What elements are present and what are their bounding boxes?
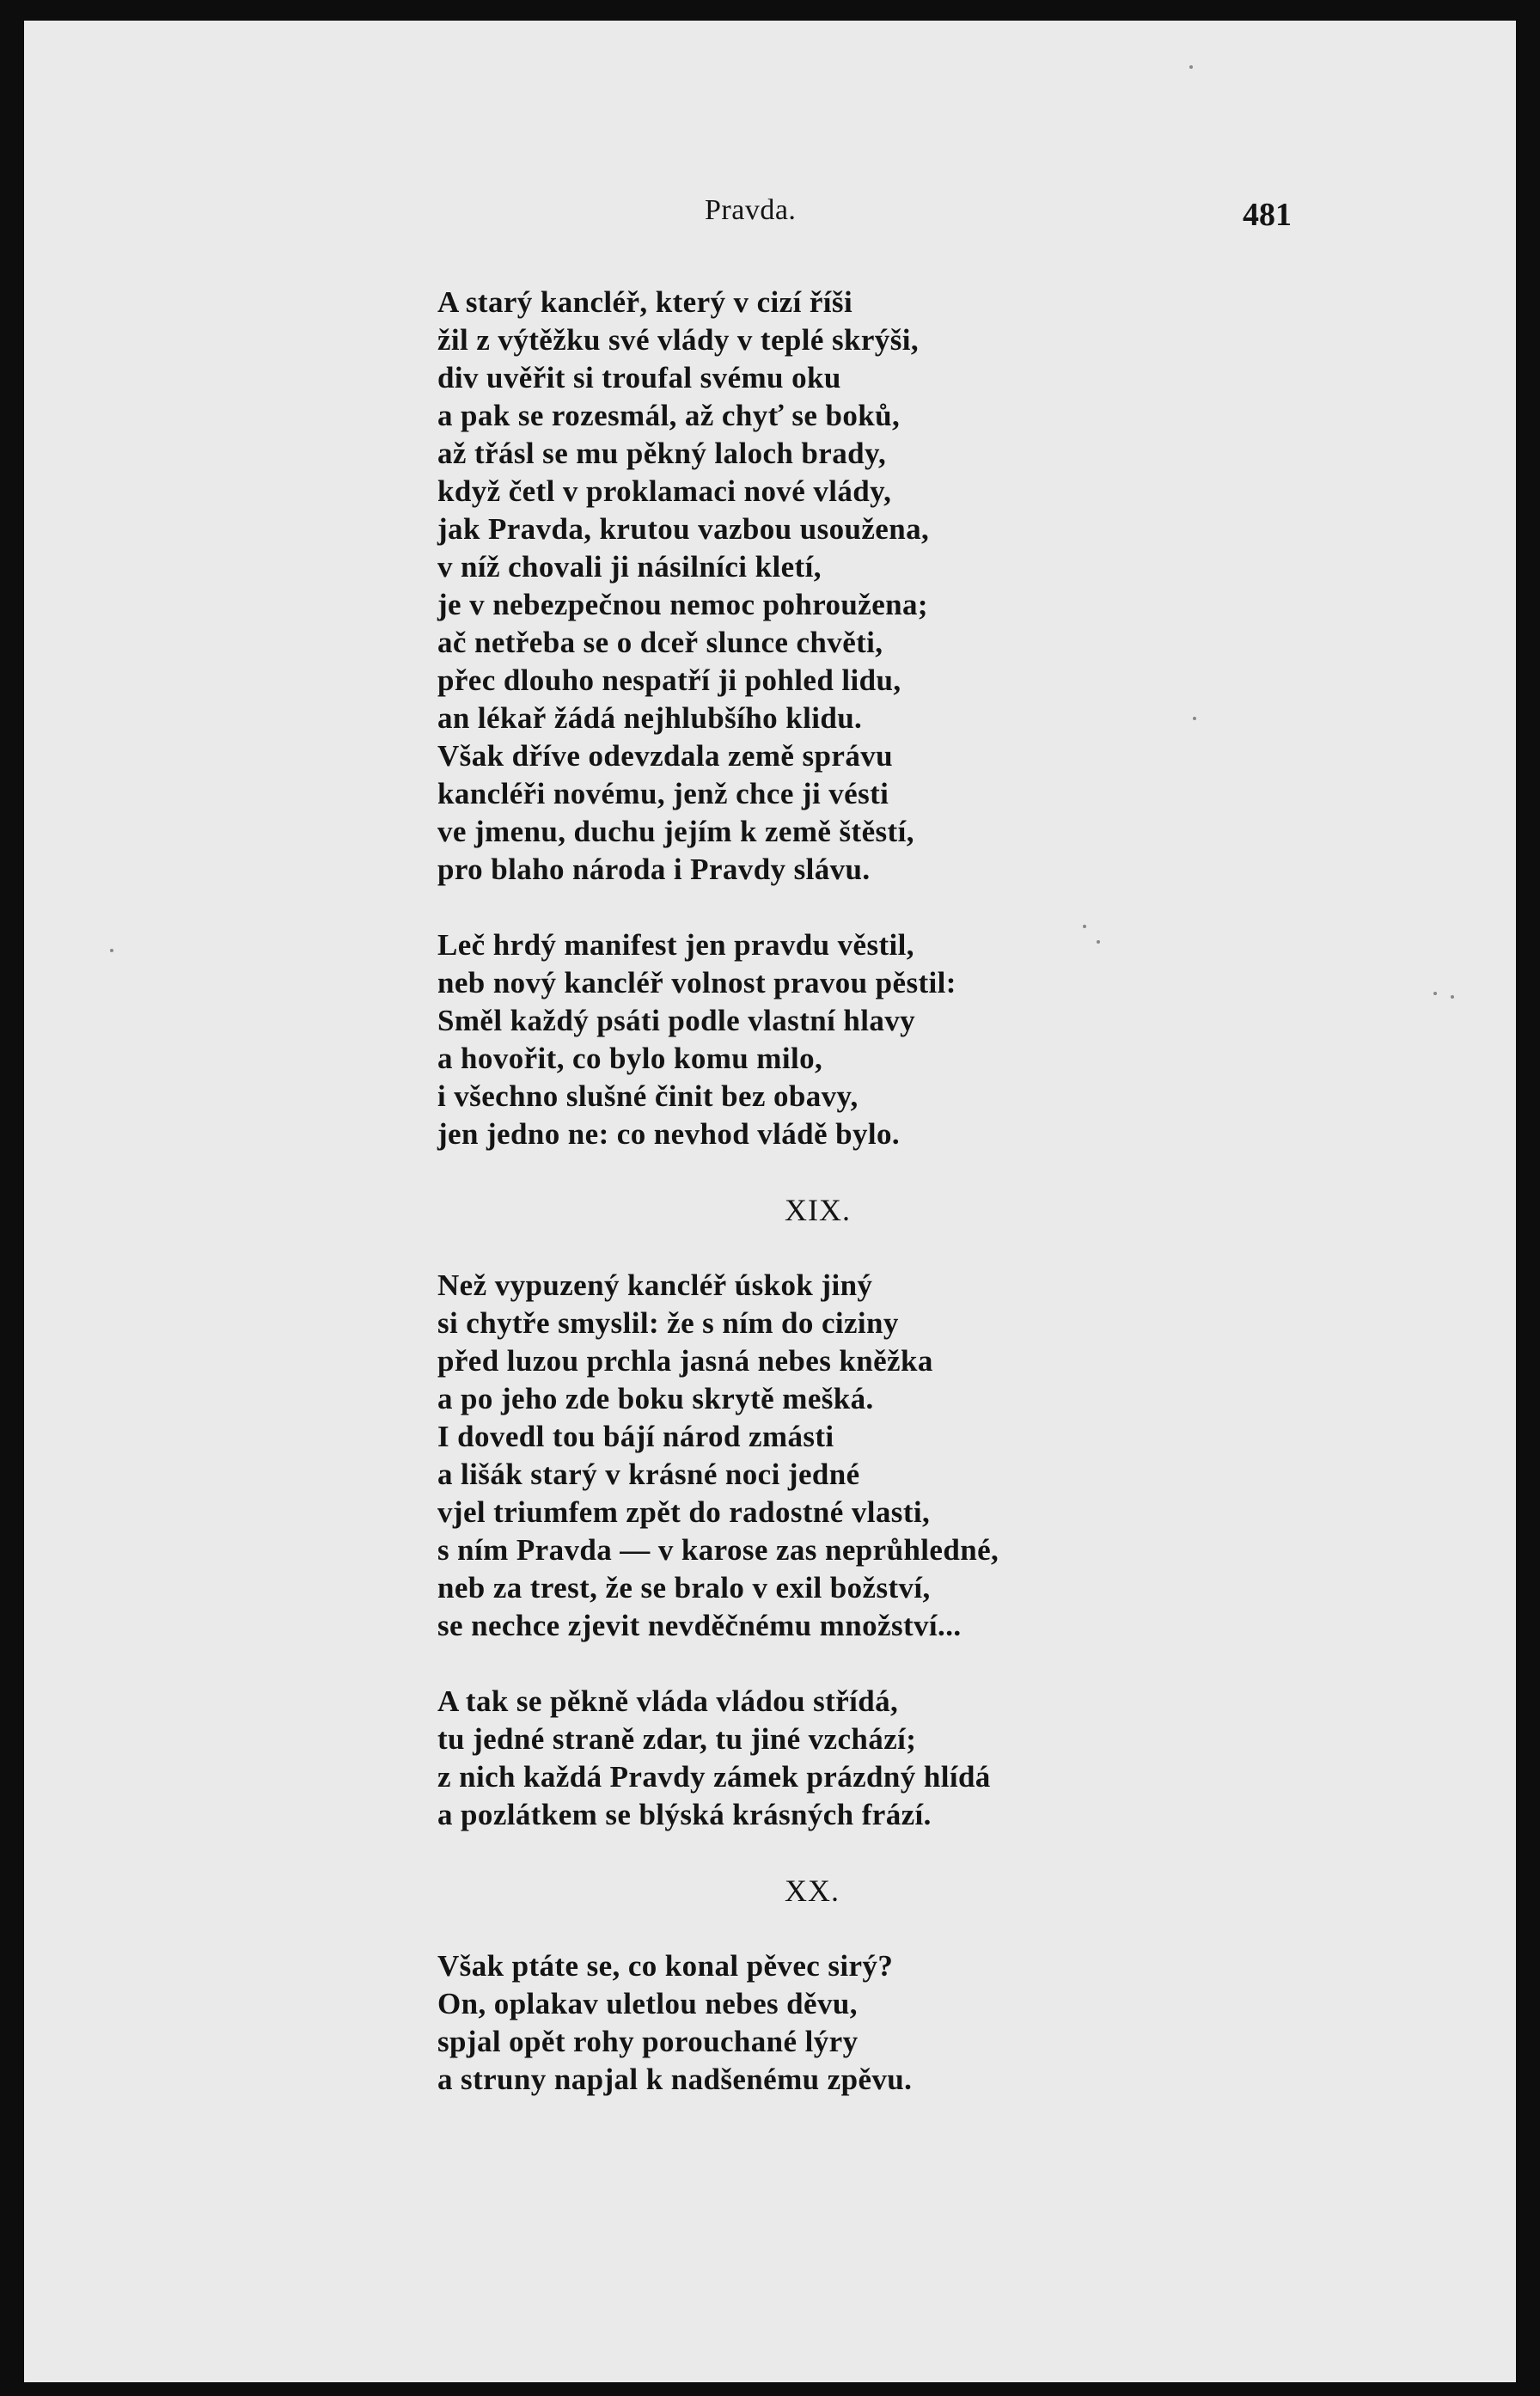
verse-line: před luzou prchla jasná nebes kněžka <box>437 1344 933 1378</box>
verse-line: tu jedné straně zdar, tu jiné vzchází; <box>437 1722 917 1756</box>
poem-body <box>437 284 1176 2136</box>
verse-line: i všechno slušné činit bez obavy, <box>437 1079 859 1113</box>
verse-line: a struny napjal k nadšenému zpěvu. <box>437 2063 913 2096</box>
verse-line: an lékař žádá nejhlubšího klidu. <box>437 701 863 735</box>
verse-line: spjal opět rohy porouchané lýry <box>437 2025 859 2058</box>
verse-line: a lišák starý v krásné noci jedné <box>437 1458 860 1491</box>
verse-line: ve jmenu, duchu jejím k země štěstí, <box>437 815 914 848</box>
verse-line: On, oplakav uletlou nebes děvu, <box>437 1987 858 2020</box>
verse-line: v níž chovali ji násilníci kletí, <box>437 550 822 584</box>
running-title: Pravda. <box>705 194 797 226</box>
paper-speck <box>1193 717 1196 720</box>
paper-speck <box>1433 992 1437 995</box>
verse-line: je v nebezpečnou nemoc pohroužena; <box>437 588 928 621</box>
stanza <box>437 1683 1176 1834</box>
verse-line: vjel triumfem zpět do radostné vlasti, <box>437 1495 931 1529</box>
page-number: 481 <box>1243 197 1292 233</box>
book-page <box>24 21 1516 2382</box>
paper-speck <box>1451 995 1454 999</box>
stanza <box>437 1947 1176 2099</box>
paper-speck <box>110 949 113 952</box>
verse-line: Leč hrdý manifest jen pravdu věstil, <box>437 928 914 962</box>
paper-speck <box>1097 940 1100 944</box>
verse-line: A tak se pěkně vláda vládou střídá, <box>437 1684 899 1718</box>
section-heading: XX. <box>785 1873 840 1908</box>
verse-line: A starý kancléř, který v cizí říši <box>437 285 853 319</box>
verse-line: Však dříve odevzdala země správu <box>437 739 893 773</box>
verse-line: kancléři novému, jenž chce ji vésti <box>437 777 889 810</box>
verse-line: a pozlátkem se blýská krásných frází. <box>437 1798 932 1831</box>
stanza <box>437 1267 1176 1645</box>
verse-line: žil z výtěžku své vlády v teplé skrýši, <box>437 323 919 357</box>
verse-line: Však ptáte se, co konal pěvec sirý? <box>437 1949 894 1983</box>
stanza <box>437 926 1176 1153</box>
verse-line: z nich každá Pravdy zámek prázdný hlídá <box>437 1760 991 1794</box>
verse-line: pro blaho národa i Pravdy slávu. <box>437 853 871 886</box>
verse-line: ač netřeba se o dceř slunce chvěti, <box>437 626 883 659</box>
verse-line: až třásl se mu pěkný laloch brady, <box>437 437 887 470</box>
verse-line: přec dlouho nespatří ji pohled lidu, <box>437 663 901 697</box>
verse-line: a hovořit, co bylo komu milo, <box>437 1042 823 1075</box>
page-header <box>24 194 1516 237</box>
section-heading: XIX. <box>785 1193 851 1227</box>
verse-line: neb nový kancléř volnost pravou pěstil: <box>437 966 956 999</box>
verse-line: si chytře smyslil: že s ním do ciziny <box>437 1306 899 1340</box>
verse-line: neb za trest, že se bralo v exil božství, <box>437 1571 931 1604</box>
verse-line: jak Pravda, krutou vazbou usoužena, <box>437 512 930 546</box>
verse-line: s ním Pravda — v karose zas neprůhledné, <box>437 1533 999 1567</box>
verse-line: když četl v proklamaci nové vlády, <box>437 474 892 508</box>
paper-speck <box>1189 65 1193 69</box>
verse-line: I dovedl tou bájí národ zmásti <box>437 1420 834 1453</box>
verse-line: se nechce zjevit nevděčnému množství... <box>437 1609 962 1642</box>
verse-line: div uvěřit si troufal svému oku <box>437 361 841 394</box>
paper-speck <box>1083 925 1086 928</box>
verse-line: Směl každý psáti podle vlastní hlavy <box>437 1004 916 1037</box>
verse-line: a po jeho zde boku skrytě mešká. <box>437 1382 874 1415</box>
verse-line: a pak se rozesmál, až chyť se boků, <box>437 399 901 432</box>
stanza <box>437 284 1176 889</box>
verse-line: Než vypuzený kancléř úskok jiný <box>437 1268 873 1302</box>
verse-line: jen jedno ne: co nevhod vládě bylo. <box>437 1117 901 1151</box>
